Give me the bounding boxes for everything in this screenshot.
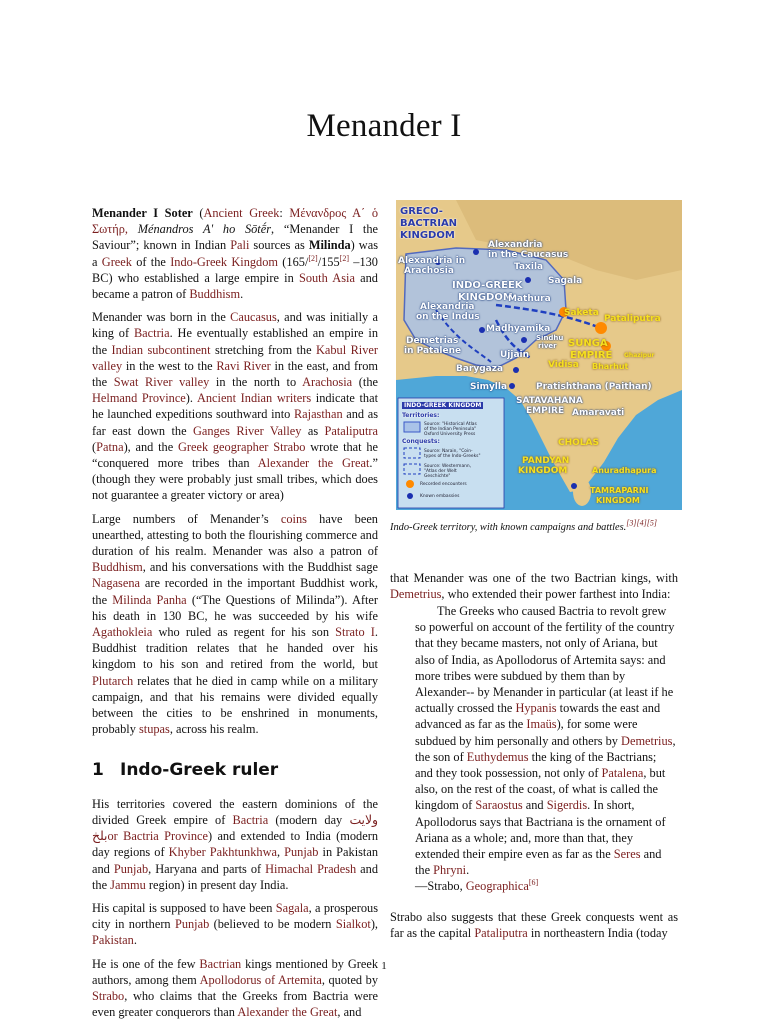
label-madhyamika: Madhyamika	[486, 324, 551, 334]
transliteration: Ménandros A' ho Sōtḗr	[137, 222, 272, 237]
link-khyber-pakhtunkhwa[interactable]: Khyber Pakhtunkhwa	[168, 845, 277, 860]
link-buddhism[interactable]: Buddhism	[189, 287, 241, 302]
label-indo-greek-2: KINGDOM	[458, 292, 513, 303]
link-geographica[interactable]: Geographica	[465, 879, 529, 894]
caption-text: Indo-Greek territory, with known campaigns and battles.	[390, 522, 627, 533]
text-run: ).	[185, 391, 197, 406]
link-bactria[interactable]: Bactria	[133, 326, 170, 341]
label-vidisa: Vidisa	[548, 360, 579, 370]
text-run: in northeastern India (today	[527, 926, 668, 941]
quote-text	[415, 603, 677, 878]
text-run: in the east, and from the	[92, 358, 378, 390]
caption-refs[interactable]: [3][4][5]	[626, 518, 657, 528]
city-dot	[479, 327, 485, 333]
link-euthydemus[interactable]: Euthydemus	[466, 749, 529, 764]
link-rajasthan[interactable]: Rajasthan	[293, 407, 343, 422]
link-alexander-the-great-2[interactable]: Alexander the Great	[237, 1005, 338, 1020]
label-ghazipur: Ghazipur	[624, 352, 655, 359]
text-run: indicate that he launched expeditions southward into	[92, 391, 379, 422]
right-column-bottom	[390, 909, 678, 948]
label-tamraparni-1: TAMRAPARNI	[590, 486, 649, 495]
section-title: Indo-Greek ruler	[120, 759, 279, 780]
legend-src3b: "Atlas der Welt	[424, 469, 457, 474]
link-pali[interactable]: Pali	[230, 238, 250, 253]
link-coins[interactable]: coins	[280, 511, 307, 526]
label-alexandria-indus-2: on the Indus	[416, 312, 480, 322]
text-run: , who extended their power farthest into India:	[441, 587, 671, 602]
link-himachal-pradesh[interactable]: Himachal Pradesh	[265, 861, 357, 876]
ref-6[interactable]: [6]	[528, 878, 539, 888]
link-strato-i[interactable]: Strato I	[335, 625, 375, 640]
label-saketa: Saketa	[564, 308, 599, 318]
text-run: , but also, on the rest of the coast, of what is called the kingdom of	[415, 766, 666, 813]
link-south-asia[interactable]: South Asia	[298, 270, 355, 285]
link-greek-geographer[interactable]: Greek geographer	[177, 439, 269, 454]
text-run: are recorded in the important Buddhist work, the	[92, 576, 378, 607]
link-agathokleia[interactable]: Agathokleia	[92, 625, 153, 640]
text-run: , a prosperous city in northern	[92, 900, 379, 932]
text-run: –130 BC) who established a large empire in	[92, 254, 378, 285]
link-patna[interactable]: Patna	[96, 439, 124, 454]
link-balkh-arabic[interactable]: ولایت بلخ	[92, 812, 378, 844]
text-run: and as far east down the	[92, 407, 379, 438]
link-ancient-indian-writers[interactable]: Ancient Indian writers	[196, 391, 312, 406]
text-run: and the	[92, 861, 378, 892]
city-dot	[473, 249, 479, 255]
label-mathura: Mathura	[508, 294, 551, 304]
text-run: , and was initially a king of	[92, 310, 378, 341]
text-run: region) in present day India.	[145, 877, 289, 892]
text-run: of the	[131, 254, 171, 269]
text-run: —Strabo,	[415, 879, 466, 894]
label-barygaza: Barygaza	[456, 364, 504, 374]
text-run: and the	[415, 847, 662, 878]
link-buddhism-2[interactable]: Buddhism	[92, 560, 143, 575]
text-run: have been unearthed, attesting to both the flourishing commerce and duration of his realm. Menander was also a patron of	[92, 511, 378, 559]
link-bactrian[interactable]: Bactrian	[199, 956, 242, 971]
text-run: /155	[317, 254, 340, 269]
indo-greek-map	[396, 200, 682, 510]
link-milinda-panha[interactable]: Milinda Panha	[112, 592, 187, 607]
text-run: in the north to	[209, 375, 303, 390]
intro-paragraph	[92, 205, 378, 302]
text-run: ,	[276, 845, 285, 860]
ref-2a[interactable]: [2]	[308, 253, 318, 263]
text-run: (165/	[278, 254, 309, 269]
link-pataliputra-2[interactable]: Pataliputra	[474, 926, 528, 941]
label-sunga-1: SUNGA	[568, 338, 608, 349]
text-run: :	[279, 206, 290, 220]
label-greco: GRECO-	[400, 206, 443, 217]
page-title: Menander I	[306, 108, 462, 144]
label-taxila: Taxila	[514, 262, 544, 272]
link-stupas[interactable]: stupas	[138, 722, 170, 737]
text-run: He is one of the few	[92, 956, 200, 971]
text-run: in Pakistan and	[92, 845, 379, 876]
label-sunga-2: EMPIRE	[570, 350, 613, 361]
text-run: Large numbers of Menander’s	[92, 511, 281, 526]
text-run: as	[301, 423, 325, 438]
text-run: (believed to be modern	[209, 917, 336, 932]
page-number: 1	[381, 960, 387, 972]
legend-src2a: Source: Narain, "Coin-	[424, 449, 473, 454]
text-run: ) was a	[92, 238, 378, 269]
link-sagala[interactable]: Sagala	[275, 900, 309, 915]
link-indo-greek-kingdom[interactable]: Indo-Greek Kingdom	[170, 254, 279, 269]
legend-swatch-territory	[404, 422, 420, 432]
text-run: .	[466, 863, 470, 878]
link-alexander-the-great[interactable]: Alexander the Great	[257, 456, 370, 471]
paragraph-early-life	[92, 309, 378, 503]
text-run: (the	[352, 375, 378, 390]
text-run: and became a patron of	[92, 270, 378, 302]
link-ravi-river[interactable]: Ravi River	[216, 358, 271, 373]
city-dot	[509, 383, 515, 389]
text-run: , and his conversations with the Buddhist sage	[142, 560, 378, 575]
text-run: the king of the Bactrians; and they took possession, not only of	[415, 749, 657, 781]
city-dot	[525, 277, 531, 283]
paragraph-two-kings	[390, 570, 678, 602]
link-phryni[interactable]: Phryni	[433, 863, 467, 878]
quote-attribution	[415, 878, 677, 894]
legend-embassy-icon	[407, 493, 413, 499]
text-run: , and	[337, 1005, 362, 1020]
label-anuradhapura: Anuradhapura	[592, 466, 657, 475]
link-ganges-river-valley[interactable]: Ganges River Valley	[192, 423, 302, 438]
city-dot	[513, 367, 519, 373]
link-sialkot[interactable]: Sialkot	[335, 917, 371, 932]
label-cholas: CHOLAS	[558, 438, 599, 448]
article-subject: Menander I Soter	[92, 206, 193, 220]
label-demetrias-1: Demetrias	[406, 336, 459, 346]
text-run: , the son of	[415, 733, 676, 764]
link-demetrius-2[interactable]: Demetrius	[621, 733, 673, 748]
legend-territories: Territories:	[402, 412, 440, 419]
link-arachosia[interactable]: Arachosia	[302, 375, 353, 390]
link-demetrius[interactable]: Demetrius	[390, 587, 442, 602]
figure-caption	[390, 518, 682, 534]
text-run: , Haryana and parts of	[148, 861, 266, 876]
text-run: (	[92, 439, 97, 454]
legend-src1a: Source: "Historical Atlas	[424, 422, 477, 427]
text-run: , across his realm.	[169, 722, 259, 737]
text-run: , who claims that the Greeks from Bactria were even greater conquerors than	[92, 988, 378, 1020]
link-strabo-2[interactable]: Strabo	[92, 988, 125, 1003]
milinda-name: Milinda	[308, 238, 351, 253]
link-plutarch[interactable]: Plutarch	[92, 673, 134, 688]
text-run: kings mentioned by Greek authors, among them	[92, 956, 378, 987]
link-indian-subcontinent[interactable]: Indian subcontinent	[111, 342, 211, 357]
link-hypanis[interactable]: Hypanis	[515, 701, 557, 716]
link-helmand-province[interactable]: Helmand Province	[92, 391, 186, 406]
section-number: 1	[92, 759, 104, 780]
legend-src2b: types of the Indo-Greeks"	[424, 454, 481, 459]
text-run: wrote that he “conquered more tribes than	[92, 439, 379, 471]
label-ujjain: Ujjain	[500, 350, 530, 360]
paragraph-strabo-conquests	[390, 909, 678, 941]
legend-src3a: Source: Westermann,	[424, 464, 472, 469]
link-seres[interactable]: Seres	[613, 847, 641, 862]
link-greek[interactable]: Greek	[101, 254, 132, 269]
text-run: . Buddhist tradition relates that he handed over his kingdom to his son and retired from the world, but	[92, 625, 378, 672]
link-ancient-greek[interactable]: Ancient Greek	[203, 206, 280, 220]
city-dot	[521, 337, 527, 343]
legend-conquests: Conquests:	[402, 438, 440, 445]
link-caucasus[interactable]: Caucasus	[230, 310, 277, 325]
section-heading	[92, 759, 378, 780]
text-run: in the west to the	[122, 358, 217, 373]
link-pakistan[interactable]: Pakistan	[92, 933, 134, 948]
paragraph-legacy	[92, 511, 378, 738]
link-punjab[interactable]: Punjab	[174, 917, 210, 932]
text-run: , “Menander I the Saviour”; known in Indian	[92, 222, 378, 253]
legend-embassies: Known embassies	[420, 494, 460, 499]
link-apollodorus[interactable]: Apollodorus of Artemita	[199, 972, 322, 987]
text-run: stretching from the	[210, 342, 316, 357]
greek-name: Μένανδρος Α΄ ὁ Σωτήρ,	[92, 206, 378, 237]
link-strabo[interactable]: Strabo	[273, 439, 306, 454]
label-alexandria-arachosia-1: Alexandria in	[398, 256, 466, 266]
block-quote	[415, 603, 677, 895]
link-imaus[interactable]: Imaüs	[526, 717, 557, 732]
link-pataliputra[interactable]: Pataliputra	[324, 423, 378, 438]
link-nagasena[interactable]: Nagasena	[92, 576, 140, 591]
link-bactria-2[interactable]: Bactria	[232, 812, 269, 827]
label-satavahana-1: SATAVAHANA	[516, 396, 583, 406]
label-sagala: Sagala	[548, 276, 583, 286]
label-bactrian: BACTRIAN	[400, 218, 458, 229]
text-run	[128, 222, 138, 236]
text-run: His capital is supposed to have been	[92, 900, 276, 915]
link-saraostus[interactable]: Saraostus	[475, 798, 523, 813]
label-pandyan-1: PANDYAN	[522, 456, 570, 466]
link-sigerdis[interactable]: Sigerdis	[546, 798, 588, 813]
label-tamraparni-2: KINGDOM	[596, 496, 640, 505]
sri-lanka	[573, 478, 591, 506]
label-alexandria-indus-1: Alexandria	[420, 302, 475, 312]
text-run: and	[522, 798, 547, 813]
city-dot	[571, 483, 577, 489]
link-punjab-india[interactable]: Punjab	[113, 861, 149, 876]
text-run: .	[133, 933, 137, 948]
text-run: ) and extended to India (modern day regions of	[92, 829, 378, 860]
label-indo-greek-1: INDO-GREEK	[452, 280, 523, 291]
label-simylla: Simylla	[470, 382, 508, 392]
text-run: ), and the	[123, 439, 178, 454]
label-pataliputra: Pataliputra	[604, 314, 661, 324]
legend-src1b: of the Indian Peninsula"	[424, 427, 477, 432]
legend-battle-icon	[406, 480, 414, 488]
ref-2b[interactable]: [2]	[339, 253, 349, 263]
text-run: .	[240, 287, 244, 302]
text-run: , quoted by	[321, 972, 378, 987]
label-bharhut: Bharhut	[592, 362, 629, 371]
text-run: . In short, Apollodorus says that Bactriana is the ornament of Ariana as a whole; and, more than that, they extended their empire even as far as the	[415, 798, 666, 862]
text-run: ), for some were subdued by him personally and others by	[415, 717, 638, 748]
text-run: sources as	[249, 238, 309, 253]
label-satavahana-2: EMPIRE	[526, 406, 565, 416]
text-run: .” (though they were probably just small tribes, which does not guarantee a greater victory or area)	[92, 456, 378, 503]
legend-title: INDO-GREEK KINGDOM	[404, 402, 482, 409]
label-pandyan-2: KINGDOM	[518, 466, 568, 476]
label-demetrias-2: in Patalene	[404, 346, 462, 356]
text-run: His territories covered the eastern dominions of the divided Greek empire of	[92, 796, 378, 827]
text-run: ),	[370, 917, 379, 932]
label-alexandria-caucasus-1: Alexandria	[488, 240, 543, 250]
paragraph-territories	[92, 796, 378, 893]
label-amaravati: Amaravati	[572, 408, 625, 418]
legend-recorded: Recorded encounters	[420, 482, 467, 487]
label-pratishthana: Pratishthana (Paithan)	[536, 382, 652, 392]
text-run: (	[192, 206, 204, 220]
label-kingdom-gb: KINGDOM	[400, 230, 455, 241]
text-run: towards the east and advanced as far as the	[415, 701, 661, 732]
text-run: that Menander was one of the two Bactrian kings, with	[390, 571, 678, 585]
link-patalena[interactable]: Patalena	[601, 766, 644, 781]
link-kabul-river-valley[interactable]: Kabul River valley	[92, 342, 378, 373]
text-run: Strabo also suggests that these Greek conquests went as far as the capital	[390, 910, 678, 941]
link-jammu[interactable]: Jammu	[110, 877, 146, 892]
label-sindhu-2: river	[538, 342, 557, 350]
text-run: relates that he died in camp while on a military campaign, and that his remains were divided equally between the cities to be enshrined in monuments, probably	[92, 673, 378, 737]
link-bactria-province[interactable]: or Bactria Province	[107, 829, 208, 844]
label-sindhu-1: Sindhu	[536, 334, 564, 342]
link-swat-river-valley[interactable]: Swat River valley	[113, 375, 210, 390]
paragraph-capital	[92, 900, 378, 949]
text-run: (modern day	[268, 812, 350, 827]
link-punjab-pakistan[interactable]: Punjab	[284, 845, 319, 860]
left-column	[92, 205, 378, 1027]
text-run: (“The Questions of Milinda”). After his death in 130 BC, he was succeeded by his wife	[92, 592, 379, 623]
text-run: The Greeks who caused Bactria to revolt grew so powerful on account of the fertility of the country that they became masters, not only of Ariana, but also of India, as Apollodorus of Artemita says: and more tribes were subdued by them than by Alexander-- by Menander in particular (at least if he actually crossed the	[415, 604, 675, 716]
text-run: . He eventually established an empire in the	[92, 326, 378, 357]
label-alexandria-arachosia-2: Arachosia	[404, 266, 454, 276]
legend-src1c: Oxford University Press	[424, 432, 476, 437]
text-run: Menander was born in the	[92, 310, 231, 325]
legend-src3c: Geschichte"	[424, 474, 451, 479]
text-run: who ruled as regent for his son	[152, 625, 336, 640]
label-alexandria-caucasus-2: in the Caucasus	[488, 250, 569, 260]
